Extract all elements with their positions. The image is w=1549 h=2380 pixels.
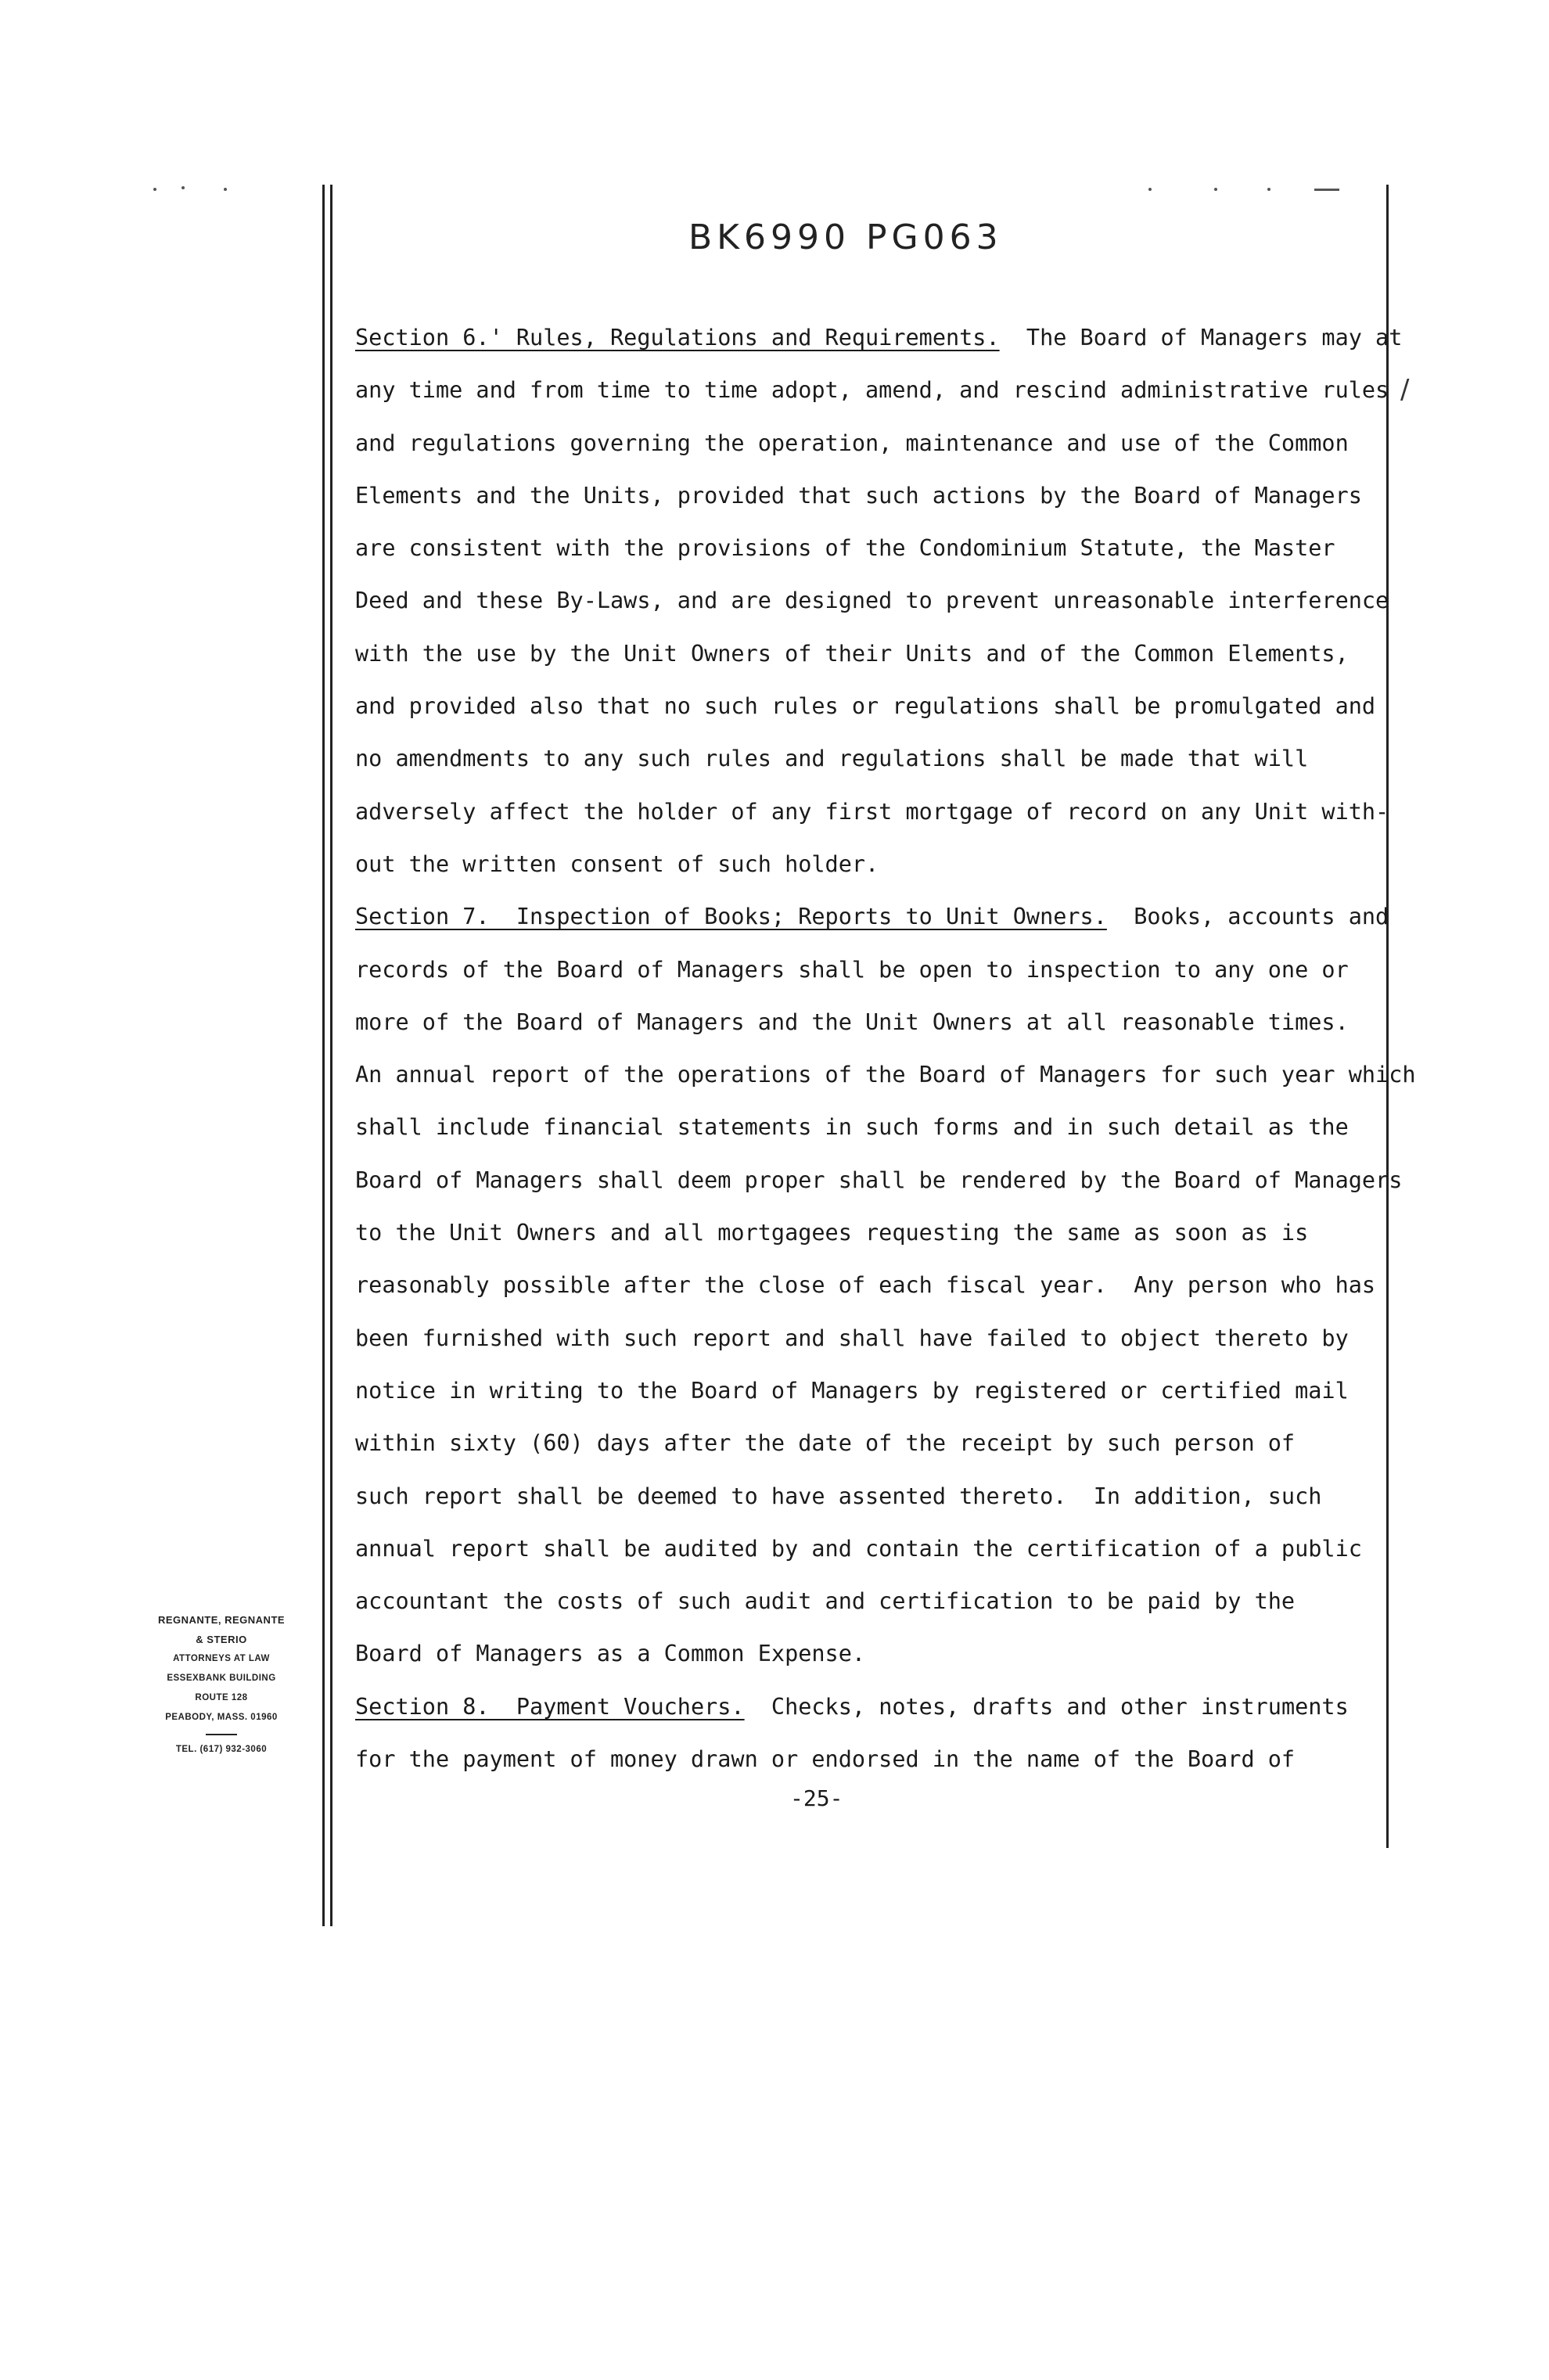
text-run: and regulations governing the operation, maintenance and use of the Common (355, 430, 1349, 456)
text-line (355, 732, 1372, 785)
text-run: to the Unit Owners and all mortgagees requesting the same as soon as is (355, 1220, 1309, 1246)
text-line (355, 944, 1372, 996)
text-line (355, 1259, 1376, 1311)
text-run: Checks, notes, drafts and other instruments (744, 1693, 1349, 1720)
text-run: out the written consent of such holder. (355, 850, 879, 877)
text-line (355, 1575, 1372, 1627)
text-line (355, 364, 1389, 416)
text-line (355, 627, 1372, 680)
text-line (355, 1312, 1372, 1364)
text-line (355, 1417, 1372, 1469)
page-number: -25- (790, 1785, 843, 1811)
text-line (355, 1523, 1372, 1575)
firm-phone: TEL. (617) 932-3060 (175, 1745, 268, 1754)
document-body (355, 311, 1416, 1785)
law-firm-letterhead (124, 1610, 319, 1760)
text-line (355, 1206, 1372, 1259)
margin-mark: / (1400, 374, 1410, 405)
text-run: accountant the costs of such audit and certification to be paid by the (355, 1588, 1296, 1615)
scan-speck (181, 186, 185, 189)
book-page-reference: BK6990 PG063 (688, 218, 1003, 257)
text-run: and provided also that no such rules or regulations shall be promulgated and (355, 693, 1376, 720)
letterhead-divider (206, 1734, 237, 1735)
text-line (355, 574, 1389, 627)
left-margin-rule-inner (330, 185, 332, 1926)
text-run: within sixty (60) days after the date of the receipt by such person of (355, 1430, 1296, 1457)
scan-speck (1148, 188, 1152, 191)
text-line (355, 890, 1389, 943)
text-run: Board of Managers shall deem proper shall be rendered by the Board of Managers (355, 1167, 1403, 1193)
text-run: Deed and these By-Laws, and are designed to prevent unreasonable interference (355, 588, 1389, 614)
text-line (355, 680, 1376, 732)
section-heading: Section 6.' Rules, Regulations and Requirements. (355, 325, 1000, 351)
text-line (355, 417, 1372, 469)
text-line (355, 996, 1372, 1048)
text-run: Elements and the Units, provided that such actions by the Board of Managers (355, 482, 1362, 509)
text-run: reasonably possible after the close of each fiscal year. Any person who has (355, 1272, 1376, 1299)
text-line (355, 1048, 1416, 1101)
text-run: for the payment of money drawn or endorsed in the name of the Board of (355, 1746, 1296, 1773)
text-run: with the use by the Unit Owners of their Units and of the Common Elements, (355, 640, 1349, 667)
text-run: shall include financial statements in such forms and in such detail as the (355, 1114, 1349, 1141)
right-margin-rule (1386, 185, 1389, 1848)
firm-route: ROUTE 128 (195, 1693, 248, 1702)
firm-city: PEABODY, MASS. 01960 (165, 1713, 278, 1722)
text-line (355, 1364, 1372, 1417)
text-line (355, 838, 1372, 890)
text-run: more of the Board of Managers and the Unit Owners at all reasonable times. (355, 1008, 1349, 1035)
text-line (355, 1733, 1372, 1785)
text-run: annual report shall be audited by and contain the certification of a public (355, 1535, 1362, 1562)
firm-name-line-2: & STERIO (196, 1634, 247, 1645)
section-heading: Section 7. Inspection of Books; Reports to Unit Owners. (355, 904, 1107, 930)
text-line (355, 1681, 1372, 1733)
text-line (355, 786, 1389, 838)
scan-speck (1214, 188, 1217, 191)
scan-speck (153, 188, 156, 191)
text-run: Books, accounts and (1106, 904, 1389, 930)
text-line (355, 1627, 1372, 1680)
text-line (355, 311, 1403, 364)
firm-title: ATTORNEYS AT LAW (173, 1654, 270, 1663)
text-line (355, 469, 1372, 522)
text-run: are consistent with the provisions of the Condominium Statute, the Master (355, 535, 1335, 562)
text-run: records of the Board of Managers shall be open to inspection to any one or (355, 956, 1349, 983)
text-line (355, 1101, 1372, 1153)
scan-speck (1267, 188, 1270, 191)
text-run: been furnished with such report and shall have failed to object thereto by (355, 1325, 1349, 1351)
text-run: notice in writing to the Board of Managers by registered or certified mail (355, 1377, 1349, 1404)
text-run: such report shall be deemed to have assented thereto. In addition, such (355, 1483, 1322, 1509)
text-run: The Board of Managers may at (999, 325, 1403, 351)
text-run: any time and from time to time adopt, amend, and rescind administrative rules (355, 377, 1389, 404)
text-run: adversely affect the holder of any first mortgage of record on any Unit with- (355, 798, 1389, 825)
text-line (355, 522, 1372, 574)
text-run: Board of Managers as a Common Expense. (355, 1641, 866, 1667)
left-margin-rule-outer (322, 185, 325, 1926)
firm-building: ESSEXBANK BUILDING (167, 1674, 276, 1683)
text-line (355, 1470, 1372, 1523)
scan-speck (224, 188, 227, 191)
text-run: An annual report of the operations of the Board of Managers for such year which (355, 1062, 1416, 1088)
text-run: no amendments to any such rules and regulations shall be made that will (355, 746, 1309, 772)
firm-name-line-1: REGNANTE, REGNANTE (157, 1614, 286, 1626)
scan-speck (1314, 189, 1339, 191)
text-line (355, 1154, 1403, 1206)
section-heading: Section 8. Payment Vouchers. (355, 1693, 745, 1720)
